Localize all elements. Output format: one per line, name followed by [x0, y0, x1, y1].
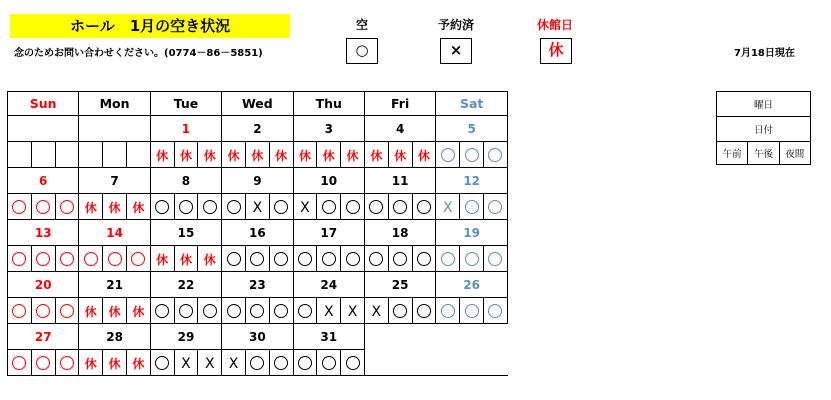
- slot-cell: [364, 298, 388, 324]
- legend-mark-booked: ×: [440, 38, 472, 64]
- available-mark: [441, 148, 455, 162]
- date-cell: 1: [150, 116, 221, 142]
- available-mark: [203, 304, 217, 318]
- slot-cell-empty: [55, 142, 79, 168]
- available-mark: [227, 200, 241, 214]
- available-mark: [417, 304, 431, 318]
- closed-mark: 休: [298, 148, 311, 163]
- available-mark: [60, 304, 74, 318]
- closed-mark: 休: [132, 304, 145, 319]
- date-cell: 27: [8, 324, 79, 350]
- slot-cell: [126, 298, 150, 324]
- date-cell: 10: [293, 168, 364, 194]
- available-mark: [298, 356, 312, 370]
- closed-mark: 休: [346, 148, 359, 163]
- available-mark: [155, 356, 169, 370]
- available-mark: [465, 148, 479, 162]
- slot-cell: [79, 246, 103, 272]
- available-mark: [346, 252, 360, 266]
- available-mark: [488, 304, 502, 318]
- slot-cell: [388, 246, 412, 272]
- slot-cell: [388, 298, 412, 324]
- slot-cell: [174, 350, 198, 376]
- date-cell: 12: [436, 168, 508, 194]
- slot-cell: [31, 246, 55, 272]
- closed-mark: 休: [394, 148, 407, 163]
- slot-cell: [126, 350, 150, 376]
- available-mark: [12, 304, 26, 318]
- slot-cell: [150, 142, 174, 168]
- legend-label-closed: 休館日: [536, 18, 573, 32]
- slot-cell: [174, 194, 198, 220]
- date-cell: 31: [293, 324, 364, 350]
- as-of-date: 7月18日現在: [734, 48, 795, 59]
- key-slot-afternoon: 午後: [748, 142, 779, 165]
- slot-cell: [269, 246, 293, 272]
- slot-cell-empty: [103, 142, 127, 168]
- slot-cell: [341, 350, 365, 376]
- date-cell: 6: [8, 168, 79, 194]
- closed-mark: 休: [108, 356, 121, 371]
- slot-cell: [364, 246, 388, 272]
- booked-mark: X: [252, 199, 263, 216]
- slot-cell: [341, 142, 365, 168]
- available-mark: [274, 252, 288, 266]
- slot-cell: [8, 246, 32, 272]
- date-cell: 5: [436, 116, 508, 142]
- slot-cell: [55, 194, 79, 220]
- slot-cell: [126, 194, 150, 220]
- available-mark: [12, 252, 26, 266]
- slot-cell: [8, 194, 32, 220]
- date-cell: 30: [222, 324, 293, 350]
- date-cell: 29: [150, 324, 221, 350]
- slot-cell: [483, 194, 507, 220]
- available-mark: [12, 356, 26, 370]
- slot-cell: [317, 298, 341, 324]
- available-mark: [36, 252, 50, 266]
- available-mark: [369, 252, 383, 266]
- key-date-label: 日付: [717, 117, 811, 142]
- slot-cell: [412, 142, 436, 168]
- date-cell: 4: [364, 116, 435, 142]
- weekday-header: Sat: [436, 92, 508, 116]
- slot-cell: [150, 350, 174, 376]
- slot-cell: [198, 142, 222, 168]
- slot-cell: [341, 298, 365, 324]
- available-mark: [155, 304, 169, 318]
- legend-label-available: 空: [355, 18, 368, 32]
- legend-label-booked: 予約済: [437, 18, 474, 32]
- slot-cell: [8, 298, 32, 324]
- closed-mark: 休: [179, 148, 192, 163]
- slot-cell: [245, 142, 269, 168]
- date-cell: 22: [150, 272, 221, 298]
- closed-mark: 休: [132, 356, 145, 371]
- closed-mark: 休: [370, 148, 383, 163]
- slot-cell: [245, 298, 269, 324]
- slot-cell: [483, 142, 507, 168]
- slot-cell: [317, 350, 341, 376]
- slot-cell: [293, 194, 317, 220]
- legend-mark-available: ○: [346, 38, 378, 64]
- available-mark: [465, 200, 479, 214]
- key-slot-morning: 午前: [717, 142, 748, 165]
- slot-cell: [245, 350, 269, 376]
- closed-mark: 休: [203, 148, 216, 163]
- available-mark: [274, 304, 288, 318]
- closed-mark: 休: [156, 148, 169, 163]
- available-mark: [108, 252, 122, 266]
- date-cell-empty: [436, 324, 508, 350]
- slot-cell: [293, 142, 317, 168]
- slot-cell: [436, 246, 460, 272]
- slot-cell: [222, 298, 246, 324]
- available-mark: [60, 252, 74, 266]
- closed-mark: 休: [203, 252, 216, 267]
- booked-mark: X: [181, 355, 191, 372]
- closed-mark: 休: [84, 356, 97, 371]
- available-mark: [203, 200, 217, 214]
- available-mark: [393, 252, 407, 266]
- available-mark: [36, 200, 50, 214]
- slot-cell: [483, 246, 507, 272]
- available-mark: [488, 148, 502, 162]
- date-cell: 19: [436, 220, 508, 246]
- slot-cell: [412, 246, 436, 272]
- slot-cell: [79, 350, 103, 376]
- slot-cell: [174, 298, 198, 324]
- slot-cell: [293, 298, 317, 324]
- weekday-header: Tue: [150, 92, 221, 116]
- slot-cell-empty: [126, 142, 150, 168]
- date-cell: 21: [79, 272, 150, 298]
- slot-cell: [174, 142, 198, 168]
- slot-cell: [460, 298, 484, 324]
- slot-cell: [8, 350, 32, 376]
- date-cell: 18: [364, 220, 435, 246]
- booked-mark: X: [442, 199, 453, 216]
- slot-cell: [55, 350, 79, 376]
- slot-cell: [198, 298, 222, 324]
- slot-cell: [150, 298, 174, 324]
- slot-cell: [341, 194, 365, 220]
- slot-cell: [460, 142, 484, 168]
- slot-cell: [483, 298, 507, 324]
- available-mark: [393, 304, 407, 318]
- closed-mark: 休: [251, 148, 264, 163]
- available-mark: [393, 200, 407, 214]
- availability-calendar: [7, 91, 508, 376]
- closed-mark: 休: [84, 304, 97, 319]
- date-cell: 25: [364, 272, 435, 298]
- available-mark: [322, 200, 336, 214]
- available-mark: [322, 252, 336, 266]
- slot-cell: [31, 350, 55, 376]
- available-mark: [488, 200, 502, 214]
- date-cell: 11: [364, 168, 435, 194]
- slot-cell: [269, 194, 293, 220]
- slot-cell: [317, 142, 341, 168]
- available-mark: [441, 304, 455, 318]
- slot-cell-empty: [79, 142, 103, 168]
- slot-cell: [198, 194, 222, 220]
- date-cell-empty: [8, 116, 79, 142]
- available-mark: [36, 356, 50, 370]
- slot-cell: [269, 142, 293, 168]
- contact-note: 念のためお問い合わせください。(0774－86－5851): [14, 48, 263, 59]
- available-mark: [179, 304, 193, 318]
- legend-mark-closed: 休: [540, 38, 572, 64]
- available-mark: [131, 252, 145, 266]
- available-mark: [60, 200, 74, 214]
- slot-cell: [222, 350, 246, 376]
- weekday-header: Mon: [79, 92, 150, 116]
- slot-cell-empty: [31, 142, 55, 168]
- available-mark: [60, 356, 74, 370]
- date-cell: 17: [293, 220, 364, 246]
- closed-mark: 休: [132, 200, 145, 215]
- slot-cell: [245, 246, 269, 272]
- date-cell-empty: [79, 116, 150, 142]
- available-mark: [36, 304, 50, 318]
- available-mark: [227, 304, 241, 318]
- closed-mark: 休: [108, 304, 121, 319]
- date-cell: 24: [293, 272, 364, 298]
- slot-cell: [150, 246, 174, 272]
- slot-cell: [436, 298, 460, 324]
- booked-mark: X: [323, 303, 334, 320]
- weekday-header: Fri: [364, 92, 435, 116]
- date-cell: 9: [222, 168, 293, 194]
- slot-cell: [436, 142, 460, 168]
- slot-cell: [103, 246, 127, 272]
- slot-cell: [222, 246, 246, 272]
- slot-cell: [245, 194, 269, 220]
- date-cell: 14: [79, 220, 150, 246]
- slot-cell: [31, 298, 55, 324]
- slot-cell: [103, 298, 127, 324]
- available-mark: [250, 252, 264, 266]
- closed-mark: 休: [156, 252, 169, 267]
- slot-cell: [198, 350, 222, 376]
- closed-mark: 休: [227, 148, 240, 163]
- date-cell: 3: [293, 116, 364, 142]
- available-mark: [417, 252, 431, 266]
- slot-cell: [388, 194, 412, 220]
- slot-cell: [293, 246, 317, 272]
- available-mark: [12, 200, 26, 214]
- slot-cell: [293, 350, 317, 376]
- weekday-header: Sun: [8, 92, 79, 116]
- slot-cell: [460, 194, 484, 220]
- slot-cell: [198, 246, 222, 272]
- slot-cell: [126, 246, 150, 272]
- booked-mark: X: [347, 303, 358, 320]
- date-cell: 15: [150, 220, 221, 246]
- available-mark: [441, 252, 455, 266]
- slot-cell: [269, 350, 293, 376]
- slot-cell: [150, 194, 174, 220]
- date-cell: 23: [222, 272, 293, 298]
- slot-cell: [55, 298, 79, 324]
- page-title: ホール 1月の空き状況: [10, 14, 290, 38]
- closed-mark: 休: [84, 200, 97, 215]
- available-mark: [346, 200, 360, 214]
- weekday-header: Wed: [222, 92, 293, 116]
- slot-cell: [317, 246, 341, 272]
- slot-cell: [341, 246, 365, 272]
- available-mark: [298, 304, 312, 318]
- available-mark: [465, 304, 479, 318]
- date-cell: 16: [222, 220, 293, 246]
- available-mark: [274, 356, 288, 370]
- closed-mark: 休: [322, 148, 335, 163]
- slot-cell: [436, 194, 460, 220]
- available-mark: [227, 252, 241, 266]
- closed-mark: 休: [275, 148, 288, 163]
- booked-mark: X: [204, 355, 215, 372]
- slot-cell: [317, 194, 341, 220]
- slot-cell: [55, 246, 79, 272]
- booked-mark: X: [228, 355, 239, 372]
- available-mark: [179, 200, 193, 214]
- available-mark: [346, 356, 360, 370]
- slot-cell: [412, 298, 436, 324]
- date-cell: 26: [436, 272, 508, 298]
- slot-cell: [103, 194, 127, 220]
- date-cell-empty: [364, 324, 435, 350]
- available-mark: [465, 252, 479, 266]
- available-mark: [155, 200, 169, 214]
- date-cell: 7: [79, 168, 150, 194]
- slot-cell: [222, 194, 246, 220]
- available-mark: [250, 356, 264, 370]
- key-slot-evening: 夜間: [779, 142, 810, 165]
- date-cell: 8: [150, 168, 221, 194]
- available-mark: [274, 200, 288, 214]
- available-mark: [369, 200, 383, 214]
- legend-key-table: [716, 91, 811, 165]
- closed-mark: 休: [417, 148, 430, 163]
- slot-cell: [460, 246, 484, 272]
- closed-mark: 休: [179, 252, 192, 267]
- booked-mark: X: [300, 199, 310, 216]
- booked-mark: X: [371, 303, 382, 320]
- slot-cell: [388, 142, 412, 168]
- date-cell: 2: [222, 116, 293, 142]
- slot-cell: [79, 194, 103, 220]
- date-cell: 13: [8, 220, 79, 246]
- date-cell: 20: [8, 272, 79, 298]
- slot-cell: [103, 350, 127, 376]
- slot-cell: [364, 142, 388, 168]
- slot-cell: [31, 194, 55, 220]
- slot-cell: [412, 194, 436, 220]
- available-mark: [84, 252, 98, 266]
- available-mark: [322, 356, 336, 370]
- slot-cell-empty: [8, 142, 32, 168]
- available-mark: [250, 304, 264, 318]
- slot-cell: [364, 194, 388, 220]
- slot-cell: [79, 298, 103, 324]
- available-mark: [298, 252, 312, 266]
- available-mark: [488, 252, 502, 266]
- weekday-header: Thu: [293, 92, 364, 116]
- slot-cell: [174, 246, 198, 272]
- available-mark: [417, 200, 431, 214]
- key-weekday-label: 曜日: [717, 92, 811, 117]
- date-cell: 28: [79, 324, 150, 350]
- closed-mark: 休: [108, 200, 121, 215]
- slot-cell: [222, 142, 246, 168]
- slot-cell: [269, 298, 293, 324]
